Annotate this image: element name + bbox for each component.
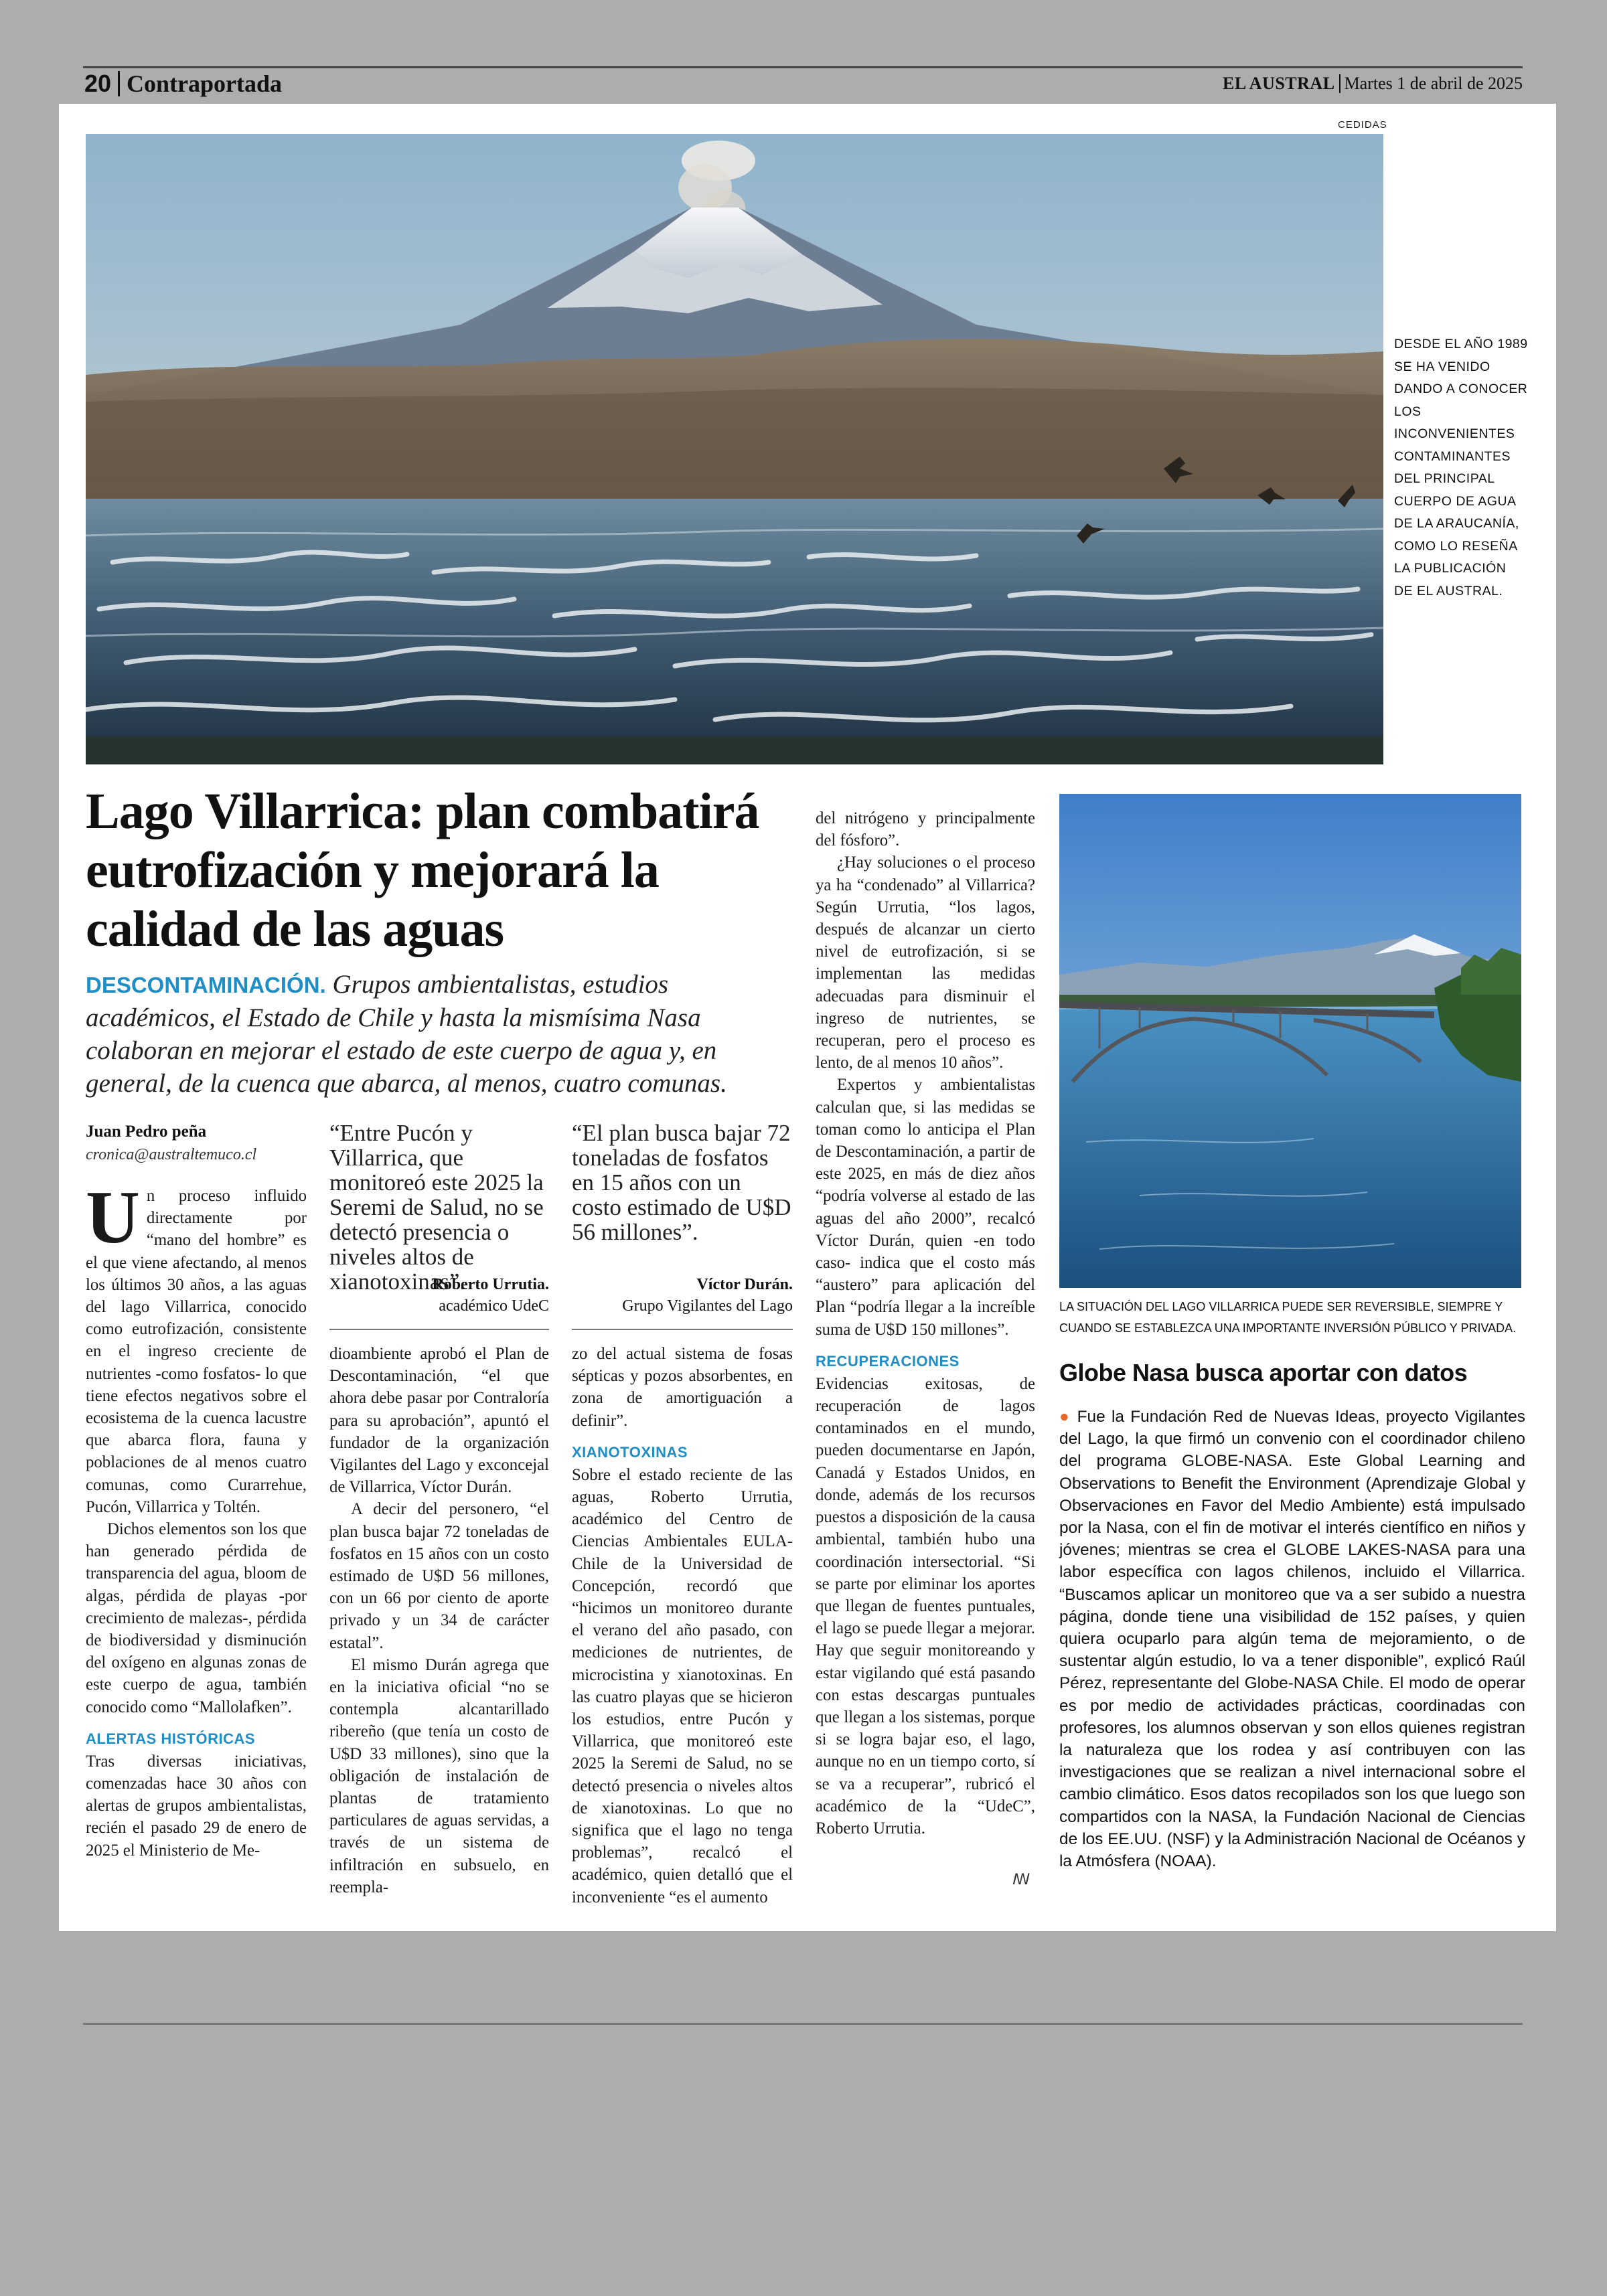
paragraph: del nitrógeno y principalmente del fósforo”. xyxy=(816,809,1035,850)
quote-divider xyxy=(572,1329,793,1330)
section-name: Contraportada xyxy=(127,70,283,97)
quote-divider xyxy=(329,1329,549,1330)
pull-quote-2: “El plan busca bajar 72 toneladas de fosfatos en 15 años con un costo estimado de U$D 56 millones”. xyxy=(572,1120,791,1245)
page-number: 20 xyxy=(84,70,112,97)
paragraph: A decir del personero, “el plan busca bajar 72 toneladas de fosfatos en 15 años con un costo estimado de U$D 56 millones, con un 66 por ciento de aporte privado y un 34 de carácter estatal”. xyxy=(329,1500,549,1652)
author-name: Juan Pedro peña xyxy=(86,1123,207,1141)
paragraph: ¿Hay soluciones o el proceso ya ha “condenado” al Villarrica? Según Urrutia, “los lagos, después de alcanzar un cierto nivel de eutrofización, si se implementan las medidas adecuadas para disminuir el ingreso de nutrientes, se recuperan, pero el proceso es lento, de al menos 10 años”. xyxy=(816,853,1035,1072)
sidebar-box-text: Fue la Fundación Red de Nuevas Ideas, proyecto Vigilantes del Lago, la que firmó un convenio con el coordinador chileno del programa GLOBE-NASA. Este Global Learning and Observations to Benefit the Environment (Aprendizaje Global y Observaciones en Favor del Medio Ambiente) está impulsado por la Nasa, con el fin de motivar el interés científico en niños y jóvenes; mientras se crea el GLOBE LAKES-NASA para una labor específica con lagos chilenos, incluido el Villarrica. “Buscamos aplicar un monitoreo que va a ser subido a nuestra página, donde tiene una visibilidad de 152 países, y quien quiera ocuparlo para algún tema de mejoramiento, o de sustentar algún estudio, lo va a tener disponible”, explicó Raúl Pérez, representante del Globe-NASA Chile. El modo de operar es por medio de actividades prácticas, coordinadas con profesores, los alumnos observan y son ellos quienes registran la naturaleza que los rodea y así contribuyen con las investigaciones que se realizan a nivel internacional sobre el cambio climático. Esos datos recopilados son los que luego son compartidos con la NASA, la Fundación Nacional de Ciencias de los EE.UU. (NSF) y la Administración Nacional de Océanos y la Atmósfera (NOAA). xyxy=(1059,1408,1525,1871)
page-header-right xyxy=(1223,74,1523,94)
sidebar-box-body xyxy=(1059,1406,1525,1872)
paragraph: Dichos elementos son los que han generado pérdida de transparencia del agua, bloom de algas, pérdida de playas -por crecimiento de malezas-, pérdida de biodiversidad y disminución del oxígeno en algunas zonas de este cuerpo de agua, también conocido como “Mallolafken”. xyxy=(86,1520,307,1716)
quote-role: Grupo Vigilantes del Lago xyxy=(622,1297,793,1315)
paragraph: Evidencias exitosas, de recuperación de lagos contaminados en el mundo, pueden documentarse en Japón, Canadá y Estados Unidos, en donde, además de los recursos puestos a disposición de la causa ambiental, también hubo una coordinación intersectorial. “Si se parte por eliminar los aportes que llegan de fuentes puntuales, el lago se puede llegar a mejorar. Hay que seguir monitoreando y estar vigilando qué está pasando con estas descargas puntuales que llegan a los sistemas, porque si se logra bajar eso, el lago, aunque no en un tiempo corto, sí se va a recuperar”, rubricó el académico de la “UdeC”, Roberto Urrutia. xyxy=(816,1374,1035,1837)
article-column-2 xyxy=(329,1343,549,1898)
bottom-rule xyxy=(83,2023,1523,2025)
quote-role: académico UdeC xyxy=(439,1297,549,1315)
bridge-river-photo xyxy=(1059,794,1521,1288)
paragraph: dioambiente aprobó el Plan de Descontaminación, “el que ahora debe pasar por Contraloría para su aprobación”, apuntó el fundador de la organización Vigilantes del Lago y exconcejal de Villarrica, Víctor Durán. xyxy=(329,1345,549,1497)
lead-text: Grupos ambientalistas, estudios académicos, el Estado de Chile y hasta la mismísima Nasa colaboran en mejorar el estado de este cuerpo de agua y, en general, de la cuenca que abarca, al menos, cuatro comunas. xyxy=(86,970,727,1098)
subhead-xianotoxinas: XIANOTOXINAS xyxy=(572,1443,688,1461)
issue-date: Martes 1 de abril de 2025 xyxy=(1344,74,1523,93)
article-lead xyxy=(86,968,789,1100)
header-rule xyxy=(83,66,1523,68)
lead-kicker: DESCONTAMINACIÓN. xyxy=(86,973,326,997)
right-photo-caption: LA SITUACIÓN DEL LAGO VILLARRICA PUEDE SER REVERSIBLE, SIEMPRE Y CUANDO SE ESTABLEZCA UNA IMPORTANTE INVERSIÓN PÚBLICO Y PRIVADA. xyxy=(1059,1300,1517,1335)
header-divider xyxy=(1339,74,1341,93)
dropcap: U xyxy=(86,1176,140,1259)
subhead-recuperaciones: RECUPERACIONES xyxy=(816,1352,960,1370)
main-photo-caption: DESDE EL AÑO 1989 SE HA VENIDO DANDO A CONOCER LOS INCONVENIENTES CONTAMINANTES DEL PRINCIPAL CUERPO DE AGUA DE LA ARAUCANÍA, COMO LO RESEÑA LA PUBLICACIÓN DE EL AUSTRAL. xyxy=(1394,337,1528,598)
author-email: cronica@australtemuco.cl xyxy=(86,1146,257,1163)
article-column-3 xyxy=(572,1343,793,1908)
bullet-icon: ● xyxy=(1059,1408,1071,1426)
newspaper-name: EL AUSTRAL xyxy=(1222,74,1335,93)
paragraph: Tras diversas iniciativas, comenzadas hace 30 años con alertas de grupos ambientalistas, recién el pasado 29 de enero de 2025 el Ministerio de Me- xyxy=(86,1752,307,1860)
end-of-article-mark: ꟿ xyxy=(1012,1872,1030,1888)
pull-quote-1-attribution xyxy=(329,1274,549,1317)
header-divider xyxy=(118,71,120,96)
pull-quote-2-attribution xyxy=(572,1274,793,1317)
paragraph: El mismo Durán agrega que en la iniciativa oficial “no se contempla alcantarillado ribereño (que tenía un costo de U$D 33 millones), sino que la obligación de instalación de plantas de tratamiento particulares de aguas servidas, a través de un sistema de infiltración en subsuelo, en reempla- xyxy=(329,1655,549,1896)
page-header-left xyxy=(84,70,282,98)
photo-credit: CEDIDAS xyxy=(1338,119,1387,131)
paragraph: zo del actual sistema de fosas sépticas y pozos absorbentes, en zona de amortiguación a definir”. xyxy=(572,1345,793,1430)
paragraph: Sobre el estado reciente de las aguas, Roberto Urrutia, académico del Centro de Ciencias Ambientales EULA-Chile de la Universidad de Concepción, recordó que “hicimos un monitoreo durante el verano del año pasado, con mediciones de nutrientes, de microcistina y xianotoxinas. En las cuatro playas que se hicieron los estudios, entre Pucón y Villarrica, que monitoreó este 2025 la Seremi de Salud, no se detectó presencia o niveles altos de xianotoxinas. Lo que no significa que el lago no tenga problemas”, recalcó el académico, quien detalló que el inconveniente “es el aumento xyxy=(572,1465,793,1906)
article-column-4 xyxy=(816,807,1035,1839)
pull-quote-1: “Entre Pucón y Villarrica, que monitoreó este 2025 la Seremi de Salud, no se detectó presencia o niveles altos de xianotoxinas”. xyxy=(329,1120,544,1295)
article-headline: Lago Villarrica: plan combatirá eutrofización y mejorará la calidad de las aguas xyxy=(86,783,759,957)
paragraph: Expertos y ambientalistas calculan que, si las medidas se toman como lo anticipa el Plan de Descontaminación, a partir de este 2025, en más de diez años “podría volverse al estado de las aguas del año 2000”, recalcó Víctor Durán, quien -en todo caso- indica que el costo más “austero” para aplicación del Plan “podría llegar a la increíble suma de U$D 150 millones”. xyxy=(816,1076,1035,1339)
quote-author: Roberto Urrutia. xyxy=(432,1276,549,1293)
paragraph-text: n proceso influido directamente por “mano del hombre” es el que viene afectando, al menos los últimos 30 años, a las aguas del lago Villarrica, conocido como eutrofización, consistente en el ingreso creciente de nutrientes -como fosfatos- lo que tiene efectos negativos sobre el ecosistema de la cuenca lacustre que abarca flora, fauna y poblaciones de al menos cuatro comunas, como Curarrehue, Pucón, Villarrica y Toltén. xyxy=(86,1187,307,1516)
subhead-alertas: ALERTAS HISTÓRICAS xyxy=(86,1730,256,1747)
quote-author: Víctor Durán. xyxy=(696,1276,793,1293)
sidebar-box-title: Globe Nasa busca aportar con datos xyxy=(1059,1359,1468,1386)
volcano-lake-photo xyxy=(86,134,1383,764)
paragraph xyxy=(86,1176,307,1518)
byline xyxy=(86,1121,300,1166)
article-column-1 xyxy=(86,1176,307,1862)
